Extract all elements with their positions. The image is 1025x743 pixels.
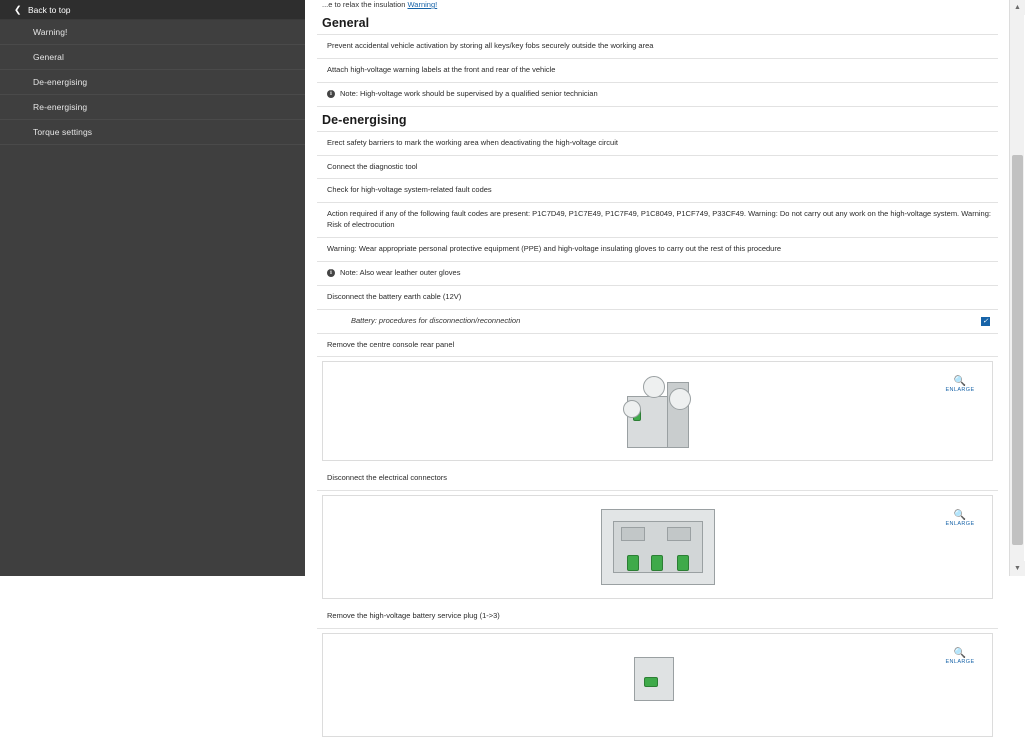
note-text: Note: High-voltage work should be supervised by a qualified senior technician (340, 88, 598, 98)
instruction-row: Disconnect the battery earth cable (12V) (317, 286, 998, 310)
figure-illustration (613, 368, 703, 454)
content-pane (305, 0, 1024, 666)
instruction-row: Attach high-voltage warning labels at the front and rear of the vehicle (317, 59, 998, 83)
instruction-row: Remove the high-voltage battery service plug (1->3) (317, 605, 998, 629)
back-to-top-label: Back to top (28, 4, 71, 15)
instruction-row: Check for high-voltage system-related fault codes (317, 179, 998, 203)
scroll-down-arrow-icon[interactable]: ▼ (1010, 561, 1025, 576)
magnifier-icon: 🔍 (953, 648, 967, 660)
scrollbar-thumb[interactable] (1012, 155, 1023, 545)
instruction-row: Erect safety barriers to mark the working area when deactivating the high-voltage circuit (317, 131, 998, 156)
warning-link[interactable]: Warning! (407, 0, 438, 9)
figure-illustration (597, 503, 719, 591)
sidebar-item-warning[interactable] (0, 20, 305, 45)
centre-console-rear-panel-figure (322, 361, 993, 461)
note-row (317, 83, 998, 107)
instruction-row: Connect the diagnostic tool (317, 156, 998, 180)
enlarge-button[interactable] (938, 376, 982, 393)
linked-procedure-label: Battery: procedures for disconnection/reconnection (351, 315, 521, 325)
sidebar-item-label: Warning! (33, 27, 68, 37)
hv-battery-service-plug-figure (322, 633, 993, 737)
linked-procedure-row[interactable] (317, 310, 998, 334)
sidebar-item-torque-settings[interactable] (0, 120, 305, 145)
info-icon: i (327, 269, 335, 277)
chevron-left-icon: ❮ (14, 4, 22, 14)
sidebar-item-general[interactable] (0, 45, 305, 70)
page-title-general: General (322, 16, 370, 30)
enlarge-label: ENLARGE (945, 521, 975, 528)
document-body (305, 0, 1010, 743)
sidebar-item-re-energising[interactable] (0, 95, 305, 120)
instruction-row: Prevent accidental vehicle activation by storing all keys/key fobs securely outside the working area (317, 34, 998, 59)
magnifier-icon: 🔍 (953, 376, 967, 388)
sidebar-item-label: Re-energising (33, 102, 88, 112)
enlarge-label: ENLARGE (945, 659, 975, 666)
sidebar-item-label: De-energising (33, 77, 88, 87)
back-to-top-button[interactable] (0, 0, 305, 20)
scroll-up-arrow-icon[interactable]: ▲ (1010, 0, 1025, 15)
fault-code-row: Action required if any of the following fault codes are present: P1C7D49, P1C7E49, P1C7F49, P1C8049, P1CF749, P33CF49. Warning: Do not carry out any work on the high-voltage system. Warning: Risk of electrocution (317, 203, 998, 238)
procedure-checkbox[interactable]: ✓ (982, 317, 989, 325)
note-row (317, 262, 998, 286)
magnifier-icon: 🔍 (953, 510, 967, 522)
electrical-connectors-figure (322, 495, 993, 599)
sidebar-item-label: Torque settings (33, 127, 93, 137)
page-scrollbar[interactable] (1009, 0, 1024, 576)
figure-illustration (628, 655, 688, 715)
sidebar-item-label: General (33, 52, 64, 62)
instruction-row: Disconnect the electrical connectors (317, 467, 998, 491)
sidebar-item-de-energising[interactable] (0, 70, 305, 95)
info-icon: i (327, 90, 335, 98)
truncated-top-line (317, 0, 998, 10)
ppe-warning-row: Warning: Wear appropriate personal protective equipment (PPE) and high-voltage insulating gloves to carry out the rest of this procedure (317, 238, 998, 262)
sidebar (0, 0, 305, 576)
page-title-de-energising: De-energising (322, 112, 407, 127)
enlarge-label: ENLARGE (945, 387, 975, 394)
note-text: Note: Also wear leather outer gloves (340, 267, 461, 277)
truncated-top-text: ...e to relax the insulation (322, 0, 408, 9)
enlarge-button[interactable] (938, 648, 982, 665)
enlarge-button[interactable] (938, 510, 982, 527)
instruction-row: Remove the centre console rear panel (317, 334, 998, 358)
